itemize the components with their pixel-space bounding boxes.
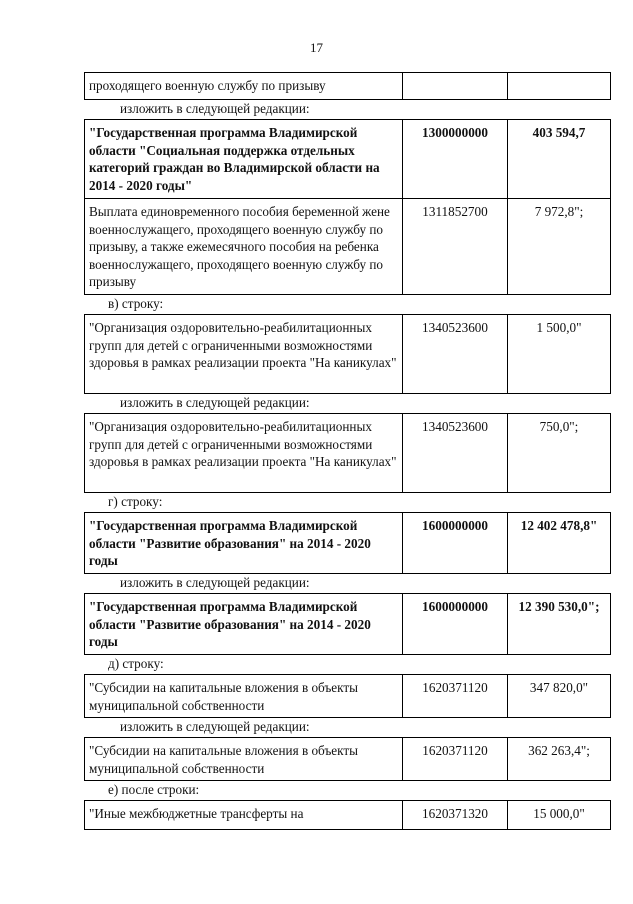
budget-table <box>84 72 611 830</box>
amendment-instruction: е) после строки: <box>108 782 200 797</box>
table-row <box>84 593 611 655</box>
row-name-cell: "Организация оздоровительно-реабилитационных групп для детей с ограниченными возможностями здоровья в рамках реализации проекта "На каникулах" <box>85 414 403 492</box>
table-row <box>84 314 611 394</box>
row-name-cell: "Иные межбюджетные трансферты на <box>85 801 403 829</box>
amendment-instruction: в) строку: <box>108 296 164 311</box>
amendment-instruction: изложить в следующей редакции: <box>120 575 310 590</box>
row-name-cell: Выплата единовременного пособия беременной жене военнослужащего, проходящего военную службу по призыву, а также ежемесячного пособия на ребенка военнослужащего, проходящего военную службу по призыву <box>85 199 403 294</box>
row-code-cell: 1620371320 <box>403 801 508 829</box>
row-name-cell: "Субсидии на капитальные вложения в объекты муниципальной собственности <box>85 675 403 717</box>
amendment-instruction: изложить в следующей редакции: <box>120 101 310 116</box>
row-amount-cell: 750,0"; <box>539 419 579 434</box>
table-row <box>84 72 611 100</box>
row-name-cell: "Государственная программа Владимирской области "Развитие образования" на 2014 - 2020 годы <box>85 513 403 573</box>
row-code-cell: 1600000000 <box>403 594 508 654</box>
page-number: 17 <box>310 40 323 55</box>
table-row <box>84 512 611 574</box>
row-amount-cell: 12 390 530,0"; <box>518 599 600 614</box>
row-name-cell: "Государственная программа Владимирской области "Социальная поддержка отдельных категорий граждан во Владимирской области на 2014 - 2020 годы" <box>85 120 403 198</box>
row-code-cell: 1620371120 <box>403 675 508 717</box>
row-name-cell: "Организация оздоровительно-реабилитационных групп для детей с ограниченными возможностями здоровья в рамках реализации проекта "На каникулах" <box>85 315 403 393</box>
table-row <box>84 800 611 830</box>
table-row <box>84 413 611 493</box>
amendment-instruction: г) строку: <box>108 494 163 509</box>
amendment-instruction: изложить в следующей редакции: <box>120 395 310 410</box>
row-name-cell: "Субсидии на капитальные вложения в объекты муниципальной собственности <box>85 738 403 780</box>
row-name-cell: "Государственная программа Владимирской области "Развитие образования" на 2014 - 2020 годы <box>85 594 403 654</box>
row-amount-cell: 7 972,8"; <box>534 204 584 219</box>
row-code-cell <box>403 73 508 99</box>
row-code-cell: 1340523600 <box>403 414 508 492</box>
amendment-instruction: д) строку: <box>108 656 164 671</box>
amendment-instruction: изложить в следующей редакции: <box>120 719 310 734</box>
row-amount-cell: 347 820,0" <box>529 680 589 695</box>
row-code-cell: 1311852700 <box>403 199 508 294</box>
table-row <box>84 674 611 718</box>
row-name-cell: проходящего военную службу по призыву <box>85 73 403 99</box>
table-row <box>84 199 611 295</box>
row-code-cell: 1600000000 <box>403 513 508 573</box>
row-amount-cell: 15 000,0" <box>533 806 585 821</box>
row-code-cell: 1340523600 <box>403 315 508 393</box>
table-row <box>84 119 611 199</box>
row-code-cell: 1620371120 <box>403 738 508 780</box>
row-amount-cell: 403 594,7 <box>532 125 586 140</box>
row-amount-cell <box>508 73 610 99</box>
row-amount-cell: 362 263,4"; <box>528 743 590 758</box>
row-amount-cell: 12 402 478,8" <box>520 518 598 533</box>
table-row <box>84 737 611 781</box>
row-code-cell: 1300000000 <box>403 120 508 198</box>
row-amount-cell: 1 500,0" <box>536 320 582 335</box>
